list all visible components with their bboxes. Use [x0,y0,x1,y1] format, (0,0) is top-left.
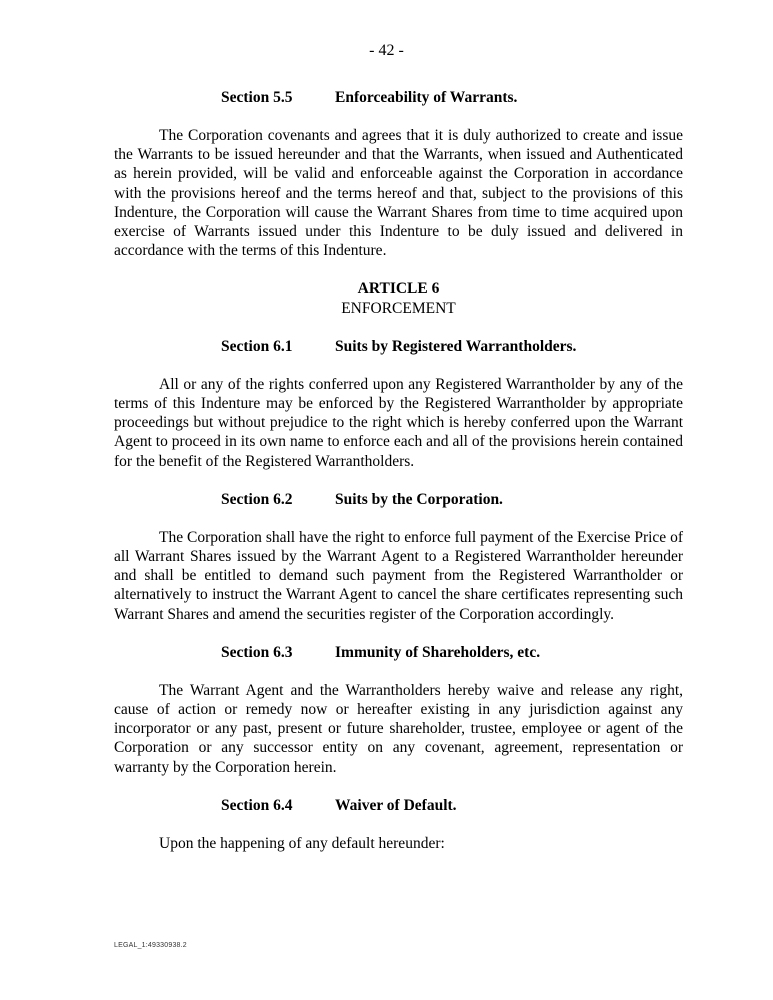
section-heading-5-5 [114,88,683,108]
section-body-5-5: The Corporation covenants and agrees that it is duly authorized to create and issue the Warrants to be issued hereunder and that the Warrants, when issued and Authenticated as herein provided, will be valid and enforceable against the Corporation in accordance with the provisions hereof and the terms hereof and that, subject to the provisions of this Indenture, the Corporation will cause the Warrant Shares from time to time acquired upon exercise of Warrants issued under this Indenture to be duly issued and delivered in accordance with the terms of this Indenture. [114,127,683,260]
section-number: Section 6.1 [221,337,293,355]
section-heading-6-4 [114,796,683,816]
section-title: Waiver of Default. [335,796,457,814]
section-heading-6-1 [114,337,683,357]
section-title: Suits by the Corporation. [335,490,503,508]
article-number: ARTICLE 6 [357,280,440,298]
section-number: Section 6.3 [221,643,293,661]
section-heading-6-3 [114,643,683,663]
section-body-6-2: The Corporation shall have the right to enforce full payment of the Exercise Price of all Warrant Shares issued by the Warrant Agent to a Registered Warrantholder hereunder and shall be entitled to demand such payment from the Registered Warrantholder or alternatively to instruct the Warrant Agent to cancel the share certificates representing such Warrant Shares and amend the securities register of the Corporation accordingly. [114,528,683,623]
section-title: Enforceability of Warrants. [335,89,518,106]
page-number: - 42 - [369,42,404,59]
section-body-6-1: All or any of the rights conferred upon any Registered Warrantholder by any of the terms of this Indenture may be enforced by the Registered Warrantholder by appropriate proceedings but without prejudice to the right which is hereby conferred upon the Warrant Agent to proceed in its own name to enforce each and all of the provisions herein contained for the benefit of the Registered Warrantholders. [114,375,683,470]
section-body-6-3: The Warrant Agent and the Warrantholders hereby waive and release any right, cause of action or remedy now or hereafter existing in any jurisdiction against any incorporator or any past, present or future shareholder, trustee, employee or agent of the Corporation or any successor entity on any covenant, agreement, representation or warranty by the Corporation herein. [114,681,683,776]
article-title: ENFORCEMENT [341,299,456,317]
article-heading [114,279,683,317]
section-title: Suits by Registered Warrantholders. [335,337,577,355]
section-number: Section 5.5 [221,89,293,106]
section-number: Section 6.2 [221,490,293,508]
section-heading-6-2 [114,490,683,510]
document-footer-code: LEGAL_1:49330938.2 [114,942,187,949]
section-number: Section 6.4 [221,796,293,814]
document-body [114,88,683,853]
section-title: Immunity of Shareholders, etc. [335,643,541,661]
section-body-6-4: Upon the happening of any default hereunder: [159,834,445,852]
